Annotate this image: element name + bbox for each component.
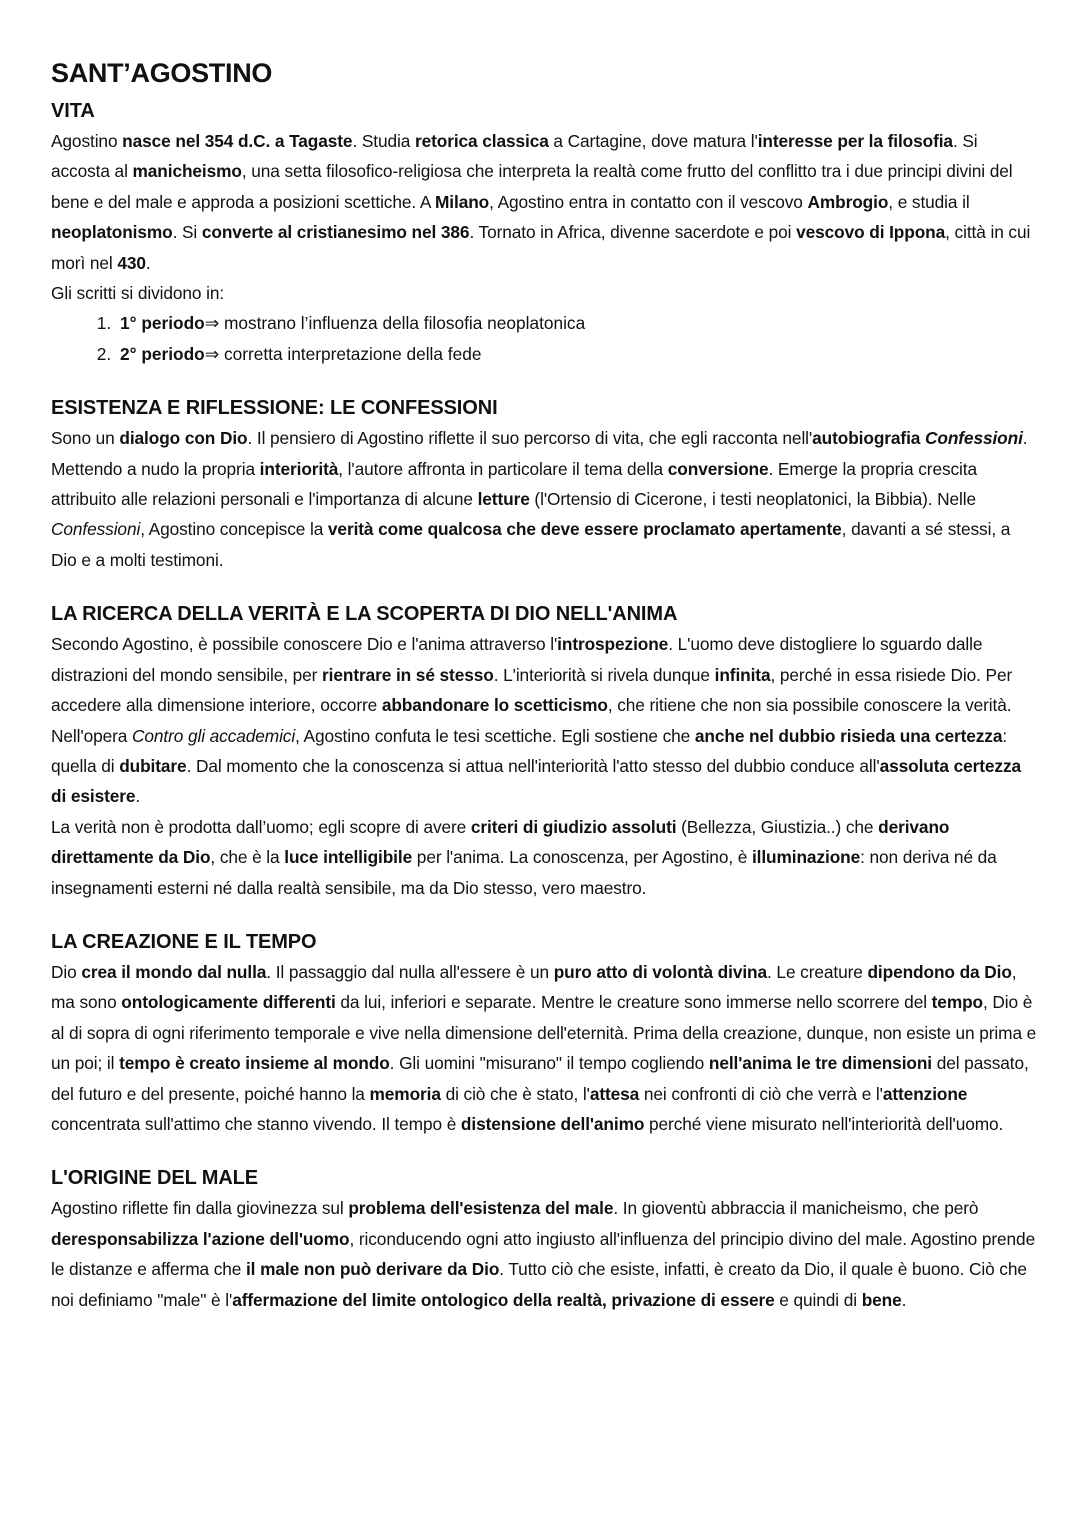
text-run: , Dio è al di sopra di ogni riferimento temporale e vive nella dimensione dell'eternità. Prima della creazione, dunque, non esiste un prima e un poi; il bbox=[51, 992, 1037, 1074]
text-run: del passato, del futuro e del presente, poiché hanno la bbox=[51, 1053, 1029, 1104]
text-run: vescovo di Ippona bbox=[796, 222, 946, 243]
text-run: dialogo con Dio bbox=[119, 428, 248, 449]
text-run: distensione dell'animo bbox=[460, 1113, 645, 1134]
text-run bbox=[925, 428, 1023, 448]
list-item bbox=[116, 339, 1040, 369]
text-run: problema dell'esistenza del male bbox=[348, 1198, 614, 1219]
text-run: converte al cristianesimo nel 386 bbox=[201, 222, 470, 243]
text-run: . Tornato in Africa, divenne sacerdote e poi bbox=[469, 222, 797, 243]
text-run: derivano direttamente da Dio bbox=[51, 816, 950, 868]
text-run: assoluta certezza di esistere bbox=[51, 755, 1021, 807]
text-run: : non deriva né da insegnamenti esterni né dalla realtà sensibile, ma da Dio stesso, vero maestro. bbox=[51, 847, 997, 898]
text-run: di ciò che è stato, l' bbox=[440, 1083, 590, 1104]
text-run: per l'anima. La conoscenza, per Agostino, è bbox=[412, 847, 752, 868]
paragraph bbox=[51, 812, 1040, 903]
text-run: interiorità bbox=[259, 458, 339, 479]
text-run: crea il mondo dal nulla bbox=[81, 961, 267, 982]
text-run: . Si accosta al bbox=[51, 131, 978, 182]
text-run: puro atto di volontà divina bbox=[553, 961, 768, 982]
text-run: attenzione bbox=[882, 1083, 968, 1104]
text-run: Confessioni bbox=[51, 519, 141, 540]
text-run: attesa bbox=[589, 1083, 640, 1104]
text-run: . Gli uomini "misurano" il tempo cogliendo bbox=[389, 1053, 709, 1074]
paragraph bbox=[51, 957, 1040, 1139]
text-run: Confessioni bbox=[924, 428, 1023, 449]
text-run: , una setta filosofico-religiosa che interpreta la realtà come frutto del conflitto tra i due principi divini del bene e del male e approda a posizioni scettiche. A bbox=[51, 161, 1013, 212]
text-run: Secondo Agostino, è possibile conoscere Dio e l'anima attraverso l' bbox=[51, 634, 558, 655]
text-run: , ma sono bbox=[51, 961, 1017, 1013]
text-run: , che ritiene che non sia possibile conoscere la verità. Nell'opera bbox=[51, 695, 1012, 746]
text-run: criteri di giudizio assoluti bbox=[470, 816, 677, 837]
text-run: il male non può derivare da Dio bbox=[245, 1259, 500, 1280]
text-run: . Tutto ciò che esiste, infatti, è creato da Dio, il quale è buono. Ciò che noi definiamo "male" è l' bbox=[51, 1259, 1027, 1310]
text-run: , riconducendo ogni atto ingiusto all'influenza del principio divino del male. Agostino prende le distanze e afferma che bbox=[51, 1228, 1036, 1280]
text-run: introspezione bbox=[557, 634, 669, 655]
text-run: retorica classica bbox=[414, 131, 549, 151]
page-title: SANT’AGOSTINO bbox=[51, 58, 273, 88]
text-run: affermazione del limite ontologico della realtà, privazione di essere bbox=[232, 1289, 775, 1310]
text-run: Ambrogio bbox=[807, 191, 889, 212]
text-run: letture bbox=[477, 489, 530, 510]
text-run: Agostino riflette fin dalla giovinezza sul bbox=[51, 1198, 349, 1219]
text-run: . Il pensiero di Agostino riflette il suo percorso di vita, che egli racconta nell' bbox=[247, 428, 813, 449]
text-run: Milano bbox=[435, 191, 490, 212]
text-run: . Emerge la propria crescita attribuito alle relazioni personali e l'importanza di alcune bbox=[51, 458, 977, 510]
text-run: nei confronti di ciò che verrà e l' bbox=[639, 1083, 883, 1104]
text-run: e quindi di bbox=[774, 1289, 862, 1310]
list-item bbox=[116, 308, 1040, 338]
text-run: . L'uomo deve distogliere lo sguardo dalle distrazioni del mondo sensibile, per bbox=[51, 634, 983, 685]
text-run: illuminazione bbox=[751, 847, 861, 868]
paragraph bbox=[51, 629, 1040, 811]
section-heading-creazione: LA CREAZIONE E IL TEMPO bbox=[51, 930, 317, 953]
text-run: Gli scritti si dividono in: bbox=[51, 283, 225, 304]
text-run: , che è la bbox=[210, 847, 285, 868]
text-run: 1° periodo bbox=[120, 313, 205, 334]
text-run: Agostino bbox=[51, 131, 123, 151]
text-run: (l'Ortensio di Cicerone, i testi neoplatonici, la Bibbia). Nelle bbox=[529, 489, 977, 510]
text-run: dipendono da Dio bbox=[867, 961, 1012, 982]
section-heading-confessioni: ESISTENZA E RIFLESSIONE: LE CONFESSIONI bbox=[51, 397, 498, 420]
text-run: luce intelligibile bbox=[284, 847, 413, 868]
text-run: , l'autore affronta in particolare il tema della bbox=[338, 458, 668, 479]
section-vita bbox=[51, 96, 1040, 369]
text-run: , perché in essa risiede Dio. Per accedere alla dimensione interiore, occorre bbox=[51, 664, 1013, 716]
text-run: anche nel dubbio risieda una certezza bbox=[694, 725, 1003, 746]
paragraph bbox=[51, 278, 1040, 308]
text-run: tempo è creato insieme al mondo bbox=[119, 1053, 390, 1074]
text-run: da lui, inferiori e separate. Mentre le creature sono immerse nello scorrere del bbox=[335, 992, 932, 1013]
text-run: . Dal momento che la conoscenza si attua nell'interiorità l'atto stesso del dubbio conduce all' bbox=[186, 755, 880, 776]
text-run: verità come qualcosa che deve essere proclamato apertamente bbox=[327, 519, 842, 540]
text-run: , davanti a sé stessi, a Dio e a molti testimoni. bbox=[51, 519, 1011, 570]
text-run: . Si bbox=[172, 222, 202, 243]
text-run: , Agostino confuta le tesi scettiche. Egli sostiene che bbox=[295, 725, 695, 746]
text-run: . bbox=[135, 786, 141, 807]
text-run: . bbox=[901, 1289, 907, 1310]
text-run: Contro gli accademici bbox=[131, 725, 296, 746]
section-heading-male: L'ORIGINE DEL MALE bbox=[51, 1167, 259, 1190]
section-creazione bbox=[51, 927, 1040, 1139]
text-run: . Il passaggio dal nulla all'essere è un bbox=[266, 961, 554, 982]
text-run: ⇒ mostrano l’influenza della filosofia neoplatonica bbox=[204, 313, 586, 334]
text-run: interesse per la filosofia bbox=[757, 131, 953, 151]
text-run: 2° periodo bbox=[120, 343, 205, 364]
section-heading-ricerca: LA RICERCA DELLA VERITÀ E LA SCOPERTA DI DIO NELL'ANIMA bbox=[51, 603, 678, 626]
text-run: : quella di bbox=[51, 725, 1008, 776]
text-run: , Agostino entra in contatto con il vescovo bbox=[489, 191, 808, 212]
paragraph bbox=[51, 423, 1040, 575]
text-run: dubitare bbox=[119, 755, 187, 776]
text-run: ontologicamente differenti bbox=[121, 992, 336, 1013]
text-run: , Agostino concepisce la bbox=[140, 519, 328, 540]
text-run: abbandonare lo scetticismo bbox=[381, 695, 608, 716]
section-ricerca bbox=[51, 599, 1040, 903]
text-run: . Le creature bbox=[767, 961, 868, 982]
text-run: nasce nel 354 d.C. a Tagaste bbox=[122, 131, 353, 151]
text-run: nell'anima le tre dimensioni bbox=[708, 1053, 933, 1074]
text-run: perché viene misurato nell'interiorità dell'uomo. bbox=[644, 1113, 1004, 1134]
text-run: 430 bbox=[117, 252, 146, 273]
paragraph bbox=[51, 126, 1040, 278]
section-confessioni bbox=[51, 393, 1040, 575]
text-run: Dio bbox=[51, 961, 82, 982]
text-run: . Studia bbox=[352, 131, 415, 151]
text-run: neoplatonismo bbox=[51, 222, 173, 243]
text-run: conversione bbox=[667, 458, 769, 479]
text-run: bene bbox=[861, 1289, 902, 1310]
section-male bbox=[51, 1163, 1040, 1315]
text-run: , e studia il bbox=[888, 191, 970, 212]
text-run: . Mettendo a nudo la propria bbox=[51, 428, 1028, 479]
paragraph bbox=[51, 1193, 1040, 1315]
text-run: . bbox=[145, 252, 151, 273]
numbered-list bbox=[51, 308, 1040, 369]
text-run: infinita bbox=[714, 664, 771, 685]
section-heading-vita: VITA bbox=[51, 100, 95, 122]
text-run: rientrare in sé stesso bbox=[322, 664, 494, 685]
text-run: La verità non è prodotta dall’uomo; egli scopre di avere bbox=[51, 816, 471, 837]
text-run: memoria bbox=[369, 1083, 441, 1104]
text-run: , città in cui morì nel bbox=[51, 222, 1031, 273]
text-run: concentrata sull'attimo che stanno vivendo. Il tempo è bbox=[51, 1113, 461, 1134]
text-run: deresponsabilizza l'azione dell'uomo bbox=[51, 1228, 350, 1249]
text-run: . In gioventù abbraccia il manicheismo, che però bbox=[613, 1198, 979, 1219]
text-run: manicheismo bbox=[132, 161, 242, 182]
text-run: autobiografia bbox=[812, 428, 925, 449]
text-run: . L'interiorità si rivela dunque bbox=[493, 664, 715, 685]
text-run: Sono un bbox=[51, 428, 120, 449]
text-run: ⇒ corretta interpretazione della fede bbox=[204, 343, 482, 364]
text-run: tempo bbox=[931, 992, 984, 1013]
text-run: (Bellezza, Giustizia..) che bbox=[676, 816, 879, 837]
text-run: a Cartagine, dove matura l' bbox=[548, 131, 758, 151]
